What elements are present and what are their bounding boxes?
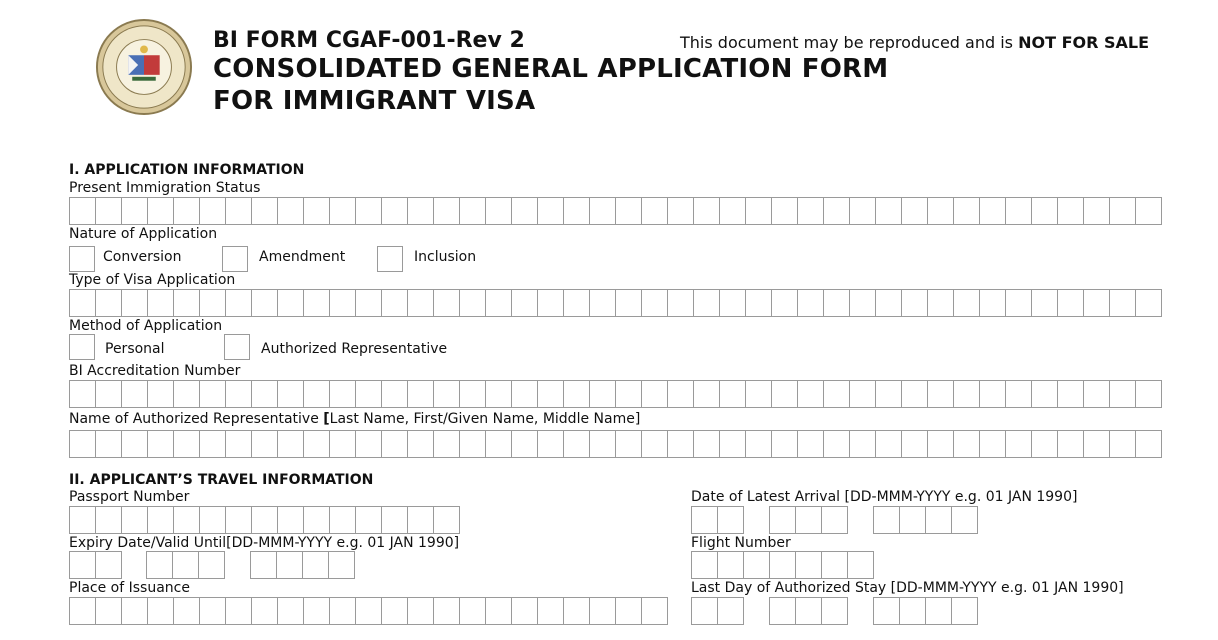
char-box[interactable] <box>1135 380 1162 408</box>
char-box[interactable] <box>537 597 564 625</box>
char-box[interactable] <box>121 506 148 534</box>
char-box[interactable] <box>925 597 952 625</box>
char-box[interactable] <box>745 380 772 408</box>
char-box[interactable] <box>199 597 226 625</box>
char-box[interactable] <box>667 380 694 408</box>
char-box[interactable] <box>1135 197 1162 225</box>
char-box[interactable] <box>433 430 460 458</box>
char-box[interactable] <box>485 380 512 408</box>
char-box[interactable] <box>769 551 796 579</box>
char-box[interactable] <box>1057 380 1084 408</box>
char-box[interactable] <box>641 289 668 317</box>
char-box[interactable] <box>615 430 642 458</box>
char-box[interactable] <box>329 380 356 408</box>
char-box[interactable] <box>69 289 96 317</box>
not-for-sale-text: NOT FOR SALE <box>1018 33 1150 52</box>
char-box[interactable] <box>1135 289 1162 317</box>
arrival-date-day-field[interactable] <box>691 506 743 534</box>
char-box[interactable] <box>901 430 928 458</box>
char-box[interactable] <box>771 289 798 317</box>
char-box[interactable] <box>329 597 356 625</box>
char-box[interactable] <box>172 551 199 579</box>
char-box[interactable] <box>433 506 460 534</box>
char-box[interactable] <box>537 289 564 317</box>
char-box[interactable] <box>979 430 1006 458</box>
char-box[interactable] <box>355 289 382 317</box>
nature-of-application-label: Nature of Application <box>69 226 218 242</box>
char-box[interactable] <box>381 506 408 534</box>
char-box[interactable] <box>563 430 590 458</box>
char-box[interactable] <box>511 289 538 317</box>
char-box[interactable] <box>198 551 225 579</box>
char-box[interactable] <box>563 380 590 408</box>
char-box[interactable] <box>407 430 434 458</box>
reproduction-notice: This document may be reproduced and is NOT FOR SALE <box>680 33 1150 52</box>
char-box[interactable] <box>745 289 772 317</box>
char-box[interactable] <box>303 597 330 625</box>
char-box[interactable] <box>225 380 252 408</box>
form-title-line2: FOR IMMIGRANT VISA <box>213 86 536 116</box>
conversion-label: Conversion <box>103 249 182 265</box>
char-box[interactable] <box>251 430 278 458</box>
present-immigration-status-label: Present Immigration Status <box>69 180 261 196</box>
char-box[interactable] <box>797 430 824 458</box>
char-box[interactable] <box>277 380 304 408</box>
char-box[interactable] <box>927 289 954 317</box>
char-box[interactable] <box>951 506 978 534</box>
char-box[interactable] <box>199 430 226 458</box>
authorized-representative-checkbox[interactable] <box>224 334 250 360</box>
char-box[interactable] <box>875 289 902 317</box>
char-box[interactable] <box>589 380 616 408</box>
bi-accreditation-number-field[interactable] <box>69 380 1161 408</box>
arrival-date-month-field[interactable] <box>769 506 847 534</box>
char-box[interactable] <box>821 551 848 579</box>
char-box[interactable] <box>899 506 926 534</box>
inclusion-label: Inclusion <box>414 249 477 265</box>
char-box[interactable] <box>691 551 718 579</box>
date-of-latest-arrival-label: Date of Latest Arrival [DD-MMM-YYYY e.g. 01 JAN 1990] <box>691 489 1078 505</box>
char-box[interactable] <box>823 197 850 225</box>
char-box[interactable] <box>381 197 408 225</box>
char-box[interactable] <box>537 380 564 408</box>
char-box[interactable] <box>328 551 355 579</box>
char-box[interactable] <box>615 380 642 408</box>
char-box[interactable] <box>381 430 408 458</box>
char-box[interactable] <box>795 551 822 579</box>
char-box[interactable] <box>849 197 876 225</box>
char-box[interactable] <box>691 597 718 625</box>
char-box[interactable] <box>146 551 173 579</box>
char-box[interactable] <box>797 197 824 225</box>
char-box[interactable] <box>1031 380 1058 408</box>
char-box[interactable] <box>563 597 590 625</box>
char-box[interactable] <box>979 380 1006 408</box>
char-box[interactable] <box>953 289 980 317</box>
char-box[interactable] <box>927 197 954 225</box>
char-box[interactable] <box>719 430 746 458</box>
char-box[interactable] <box>381 289 408 317</box>
char-box[interactable] <box>95 551 122 579</box>
method-of-application-label: Method of Application <box>69 318 223 334</box>
char-box[interactable] <box>693 197 720 225</box>
form-title-line1: CONSOLIDATED GENERAL APPLICATION FORM <box>213 54 889 84</box>
char-box[interactable] <box>1031 289 1058 317</box>
char-box[interactable] <box>199 197 226 225</box>
char-box[interactable] <box>303 430 330 458</box>
char-box[interactable] <box>251 197 278 225</box>
char-box[interactable] <box>1109 380 1136 408</box>
char-box[interactable] <box>147 289 174 317</box>
char-box[interactable] <box>173 197 200 225</box>
char-box[interactable] <box>433 289 460 317</box>
char-box[interactable] <box>69 430 96 458</box>
char-box[interactable] <box>1031 197 1058 225</box>
char-box[interactable] <box>302 551 329 579</box>
amendment-checkbox[interactable] <box>222 246 248 272</box>
char-box[interactable] <box>303 380 330 408</box>
char-box[interactable] <box>771 197 798 225</box>
last-day-month-field[interactable] <box>769 597 847 625</box>
type-of-visa-field[interactable] <box>69 289 1161 317</box>
char-box[interactable] <box>277 197 304 225</box>
char-box[interactable] <box>407 380 434 408</box>
char-box[interactable] <box>277 289 304 317</box>
char-box[interactable] <box>511 430 538 458</box>
char-box[interactable] <box>821 506 848 534</box>
char-box[interactable] <box>95 380 122 408</box>
char-box[interactable] <box>641 380 668 408</box>
char-box[interactable] <box>433 597 460 625</box>
char-box[interactable] <box>407 597 434 625</box>
place-of-issuance-label: Place of Issuance <box>69 580 190 596</box>
char-box[interactable] <box>1031 430 1058 458</box>
char-box[interactable] <box>823 430 850 458</box>
char-box[interactable] <box>381 380 408 408</box>
char-box[interactable] <box>199 380 226 408</box>
char-box[interactable] <box>95 197 122 225</box>
char-box[interactable] <box>615 289 642 317</box>
char-box[interactable] <box>121 289 148 317</box>
char-box[interactable] <box>615 597 642 625</box>
char-box[interactable] <box>225 506 252 534</box>
char-box[interactable] <box>927 380 954 408</box>
char-box[interactable] <box>459 197 486 225</box>
char-box[interactable] <box>251 506 278 534</box>
char-box[interactable] <box>589 430 616 458</box>
arrival-date-year-field[interactable] <box>873 506 977 534</box>
char-box[interactable] <box>69 197 96 225</box>
char-box[interactable] <box>797 289 824 317</box>
char-box[interactable] <box>303 197 330 225</box>
char-box[interactable] <box>251 380 278 408</box>
char-box[interactable] <box>329 506 356 534</box>
char-box[interactable] <box>407 506 434 534</box>
char-box[interactable] <box>199 506 226 534</box>
char-box[interactable] <box>1083 430 1110 458</box>
char-box[interactable] <box>121 597 148 625</box>
char-box[interactable] <box>173 597 200 625</box>
last-day-year-field[interactable] <box>873 597 977 625</box>
char-box[interactable] <box>485 430 512 458</box>
char-box[interactable] <box>691 506 718 534</box>
char-box[interactable] <box>795 597 822 625</box>
personal-checkbox[interactable] <box>69 334 95 360</box>
char-box[interactable] <box>641 197 668 225</box>
char-box[interactable] <box>303 506 330 534</box>
flight-number-field[interactable] <box>691 551 873 579</box>
char-box[interactable] <box>511 380 538 408</box>
present-immigration-status-field[interactable] <box>69 197 1161 225</box>
char-box[interactable] <box>407 289 434 317</box>
char-box[interactable] <box>1135 430 1162 458</box>
char-box[interactable] <box>667 197 694 225</box>
char-box[interactable] <box>381 597 408 625</box>
char-box[interactable] <box>693 430 720 458</box>
bi-accreditation-number-label: BI Accreditation Number <box>69 363 241 379</box>
char-box[interactable] <box>953 380 980 408</box>
char-box[interactable] <box>277 430 304 458</box>
char-box[interactable] <box>329 430 356 458</box>
expiry-date-month-field[interactable] <box>146 551 224 579</box>
char-box[interactable] <box>927 430 954 458</box>
char-box[interactable] <box>875 380 902 408</box>
char-box[interactable] <box>745 430 772 458</box>
char-box[interactable] <box>355 430 382 458</box>
personal-label: Personal <box>105 341 165 357</box>
char-box[interactable] <box>121 197 148 225</box>
char-box[interactable] <box>537 430 564 458</box>
char-box[interactable] <box>693 289 720 317</box>
char-box[interactable] <box>849 380 876 408</box>
char-box[interactable] <box>459 430 486 458</box>
char-box[interactable] <box>355 597 382 625</box>
conversion-checkbox[interactable] <box>69 246 95 272</box>
amendment-label: Amendment <box>259 249 346 265</box>
char-box[interactable] <box>173 506 200 534</box>
type-of-visa-label: Type of Visa Application <box>69 272 236 288</box>
char-box[interactable] <box>771 430 798 458</box>
char-box[interactable] <box>121 380 148 408</box>
bureau-seal-logo <box>95 18 193 116</box>
expiry-date-day-field[interactable] <box>69 551 121 579</box>
char-box[interactable] <box>277 506 304 534</box>
char-box[interactable] <box>407 197 434 225</box>
char-box[interactable] <box>69 551 96 579</box>
char-box[interactable] <box>459 380 486 408</box>
char-box[interactable] <box>225 430 252 458</box>
char-box[interactable] <box>355 197 382 225</box>
char-box[interactable] <box>823 380 850 408</box>
inclusion-checkbox[interactable] <box>377 246 403 272</box>
flight-number-label: Flight Number <box>691 535 791 551</box>
char-box[interactable] <box>173 289 200 317</box>
char-box[interactable] <box>1057 289 1084 317</box>
char-box[interactable] <box>901 380 928 408</box>
char-box[interactable] <box>899 597 926 625</box>
char-box[interactable] <box>589 197 616 225</box>
char-box[interactable] <box>69 380 96 408</box>
char-box[interactable] <box>873 506 900 534</box>
char-box[interactable] <box>953 197 980 225</box>
char-box[interactable] <box>1083 289 1110 317</box>
char-box[interactable] <box>250 551 277 579</box>
char-box[interactable] <box>667 289 694 317</box>
last-day-day-field[interactable] <box>691 597 743 625</box>
char-box[interactable] <box>641 597 668 625</box>
char-box[interactable] <box>199 289 226 317</box>
char-box[interactable] <box>743 551 770 579</box>
char-box[interactable] <box>1005 197 1032 225</box>
char-box[interactable] <box>717 551 744 579</box>
char-box[interactable] <box>979 197 1006 225</box>
char-box[interactable] <box>717 597 744 625</box>
char-box[interactable] <box>641 430 668 458</box>
char-box[interactable] <box>563 289 590 317</box>
char-box[interactable] <box>147 597 174 625</box>
char-box[interactable] <box>849 289 876 317</box>
char-box[interactable] <box>745 197 772 225</box>
char-box[interactable] <box>329 197 356 225</box>
char-box[interactable] <box>769 506 796 534</box>
char-box[interactable] <box>1057 197 1084 225</box>
char-box[interactable] <box>459 597 486 625</box>
char-box[interactable] <box>873 597 900 625</box>
authorized-representative-name-field[interactable] <box>69 430 1161 458</box>
expiry-date-label: Expiry Date/Valid Until[DD-MMM-YYYY e.g. 01 JAN 1990] <box>69 535 460 551</box>
last-day-authorized-stay-label: Last Day of Authorized Stay [DD-MMM-YYYY e.g. 01 JAN 1990] <box>691 580 1124 596</box>
char-box[interactable] <box>875 197 902 225</box>
char-box[interactable] <box>667 430 694 458</box>
char-box[interactable] <box>69 506 96 534</box>
char-box[interactable] <box>459 289 486 317</box>
char-box[interactable] <box>277 597 304 625</box>
char-box[interactable] <box>95 506 122 534</box>
char-box[interactable] <box>951 597 978 625</box>
char-box[interactable] <box>1057 430 1084 458</box>
authorized-representative-name-label: Name of Authorized Representative [Last Name, First/Given Name, Middle Name] <box>69 411 641 427</box>
char-box[interactable] <box>797 380 824 408</box>
char-box[interactable] <box>173 430 200 458</box>
passport-number-field[interactable] <box>69 506 459 534</box>
char-box[interactable] <box>719 197 746 225</box>
char-box[interactable] <box>225 289 252 317</box>
place-of-issuance-field[interactable] <box>69 597 667 625</box>
char-box[interactable] <box>147 506 174 534</box>
char-box[interactable] <box>355 380 382 408</box>
char-box[interactable] <box>953 430 980 458</box>
char-box[interactable] <box>69 597 96 625</box>
char-box[interactable] <box>276 551 303 579</box>
char-box[interactable] <box>251 597 278 625</box>
char-box[interactable] <box>719 380 746 408</box>
char-box[interactable] <box>1109 430 1136 458</box>
char-box[interactable] <box>615 197 642 225</box>
char-box[interactable] <box>95 430 122 458</box>
char-box[interactable] <box>769 597 796 625</box>
char-box[interactable] <box>717 506 744 534</box>
char-box[interactable] <box>925 506 952 534</box>
char-box[interactable] <box>485 289 512 317</box>
char-box[interactable] <box>1005 430 1032 458</box>
passport-number-label: Passport Number <box>69 489 190 505</box>
char-box[interactable] <box>849 430 876 458</box>
char-box[interactable] <box>173 380 200 408</box>
char-box[interactable] <box>147 197 174 225</box>
section-application-information-heading: I. APPLICATION INFORMATION <box>69 162 305 178</box>
char-box[interactable] <box>1005 289 1032 317</box>
char-box[interactable] <box>225 597 252 625</box>
char-box[interactable] <box>95 597 122 625</box>
char-box[interactable] <box>693 380 720 408</box>
char-box[interactable] <box>771 380 798 408</box>
char-box[interactable] <box>1083 197 1110 225</box>
char-box[interactable] <box>821 597 848 625</box>
char-box[interactable] <box>847 551 874 579</box>
char-box[interactable] <box>147 380 174 408</box>
section-travel-information-heading: II. APPLICANT’S TRAVEL INFORMATION <box>69 472 374 488</box>
char-box[interactable] <box>795 506 822 534</box>
expiry-date-year-field[interactable] <box>250 551 354 579</box>
char-box[interactable] <box>485 197 512 225</box>
char-box[interactable] <box>901 289 928 317</box>
char-box[interactable] <box>1083 380 1110 408</box>
char-box[interactable] <box>355 506 382 534</box>
char-box[interactable] <box>121 430 148 458</box>
char-box[interactable] <box>303 289 330 317</box>
char-box[interactable] <box>511 197 538 225</box>
char-box[interactable] <box>1109 289 1136 317</box>
char-box[interactable] <box>589 289 616 317</box>
char-box[interactable] <box>901 197 928 225</box>
char-box[interactable] <box>485 597 512 625</box>
char-box[interactable] <box>433 380 460 408</box>
char-box[interactable] <box>823 289 850 317</box>
char-box[interactable] <box>1109 197 1136 225</box>
char-box[interactable] <box>95 289 122 317</box>
char-box[interactable] <box>147 430 174 458</box>
char-box[interactable] <box>875 430 902 458</box>
authorized-representative-label: Authorized Representative <box>261 341 448 357</box>
char-box[interactable] <box>251 289 278 317</box>
char-box[interactable] <box>719 289 746 317</box>
char-box[interactable] <box>433 197 460 225</box>
char-box[interactable] <box>511 597 538 625</box>
char-box[interactable] <box>589 597 616 625</box>
char-box[interactable] <box>979 289 1006 317</box>
char-box[interactable] <box>563 197 590 225</box>
char-box[interactable] <box>537 197 564 225</box>
char-box[interactable] <box>225 197 252 225</box>
char-box[interactable] <box>1005 380 1032 408</box>
char-box[interactable] <box>329 289 356 317</box>
form-code: BI FORM CGAF-001-Rev 2 <box>213 28 525 53</box>
